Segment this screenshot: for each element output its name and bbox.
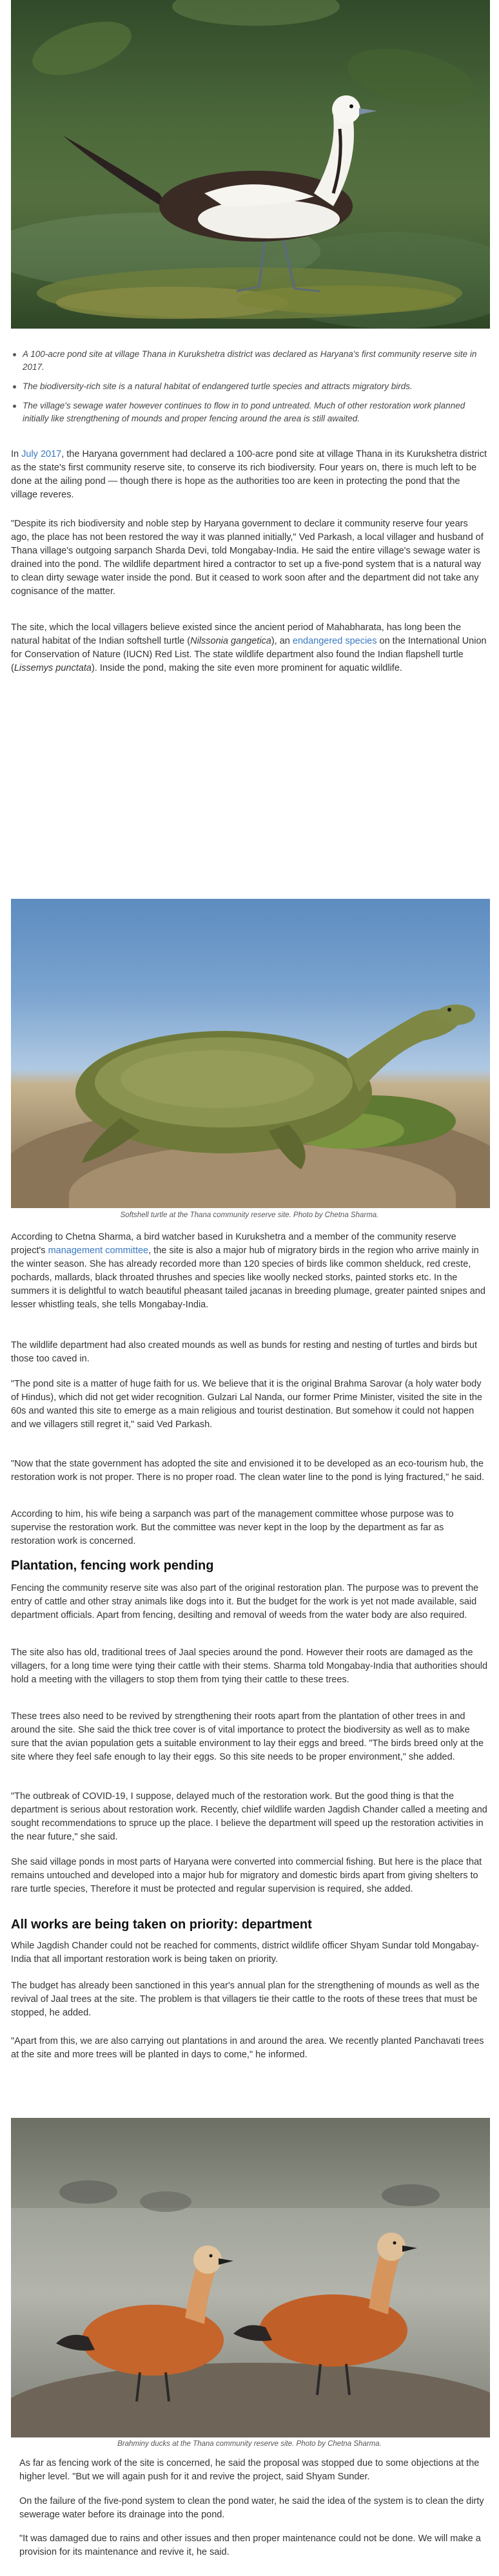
- management-committee-link[interactable]: management committee: [48, 1245, 149, 1256]
- paragraph-text: The site, which the local villagers believe existed since the ancient period of Mahabharata, has long been the natural habitat of the Indian softshell turtle (: [11, 622, 462, 646]
- paragraph-text: , the Haryana government had declared a 100-acre pond site at village Thana in its Kurukshetra district as the state's first community reserve site, to conserve its rich biodiversity. Four years on, there is much left to be done at the ailing pond — though there is hope as the authorities too are keen in protecting the pond that the village reveres.: [11, 449, 487, 500]
- hero-jacana-image: [11, 0, 490, 329]
- paragraph: [11, 621, 488, 675]
- summary-list: [11, 348, 488, 432]
- paragraph: [11, 1231, 488, 1312]
- endangered-species-link[interactable]: endangered species: [292, 636, 377, 646]
- paragraph: "It was damaged due to rains and other issues and then proper maintenance could not be done. We will make a provision for its maintenance and revive it, he said.: [19, 2533, 481, 2557]
- summary-item: The biodiversity-rich site is a natural habitat of endangered turtle species and attracts migratory birds.: [11, 380, 488, 393]
- july-2017-link[interactable]: July 2017: [21, 449, 62, 459]
- paragraph: The budget has already been sanctioned in this year's annual plan for the strengthening of mounds as well as the revival of Jaal trees at the site. The problem is that villagers tie their cattle to the roots of these trees that must be stopped, he added.: [11, 1981, 480, 2018]
- paragraph: While Jagdish Chander could not be reached for comments, district wildlife officer Shyam Sundar told Mongabay-India that all important restoration work is being taken on priority.: [11, 1941, 479, 1965]
- paragraph-text: ), an: [271, 636, 293, 646]
- paragraph: As far as fencing work of the site is concerned, he said the proposal was stopped due to some objections at the higher level. "But we will again push for it and revive the project, said Shyam Sunder.: [19, 2458, 480, 2482]
- paragraph: On the failure of the five-pond system to clean the pond water, he said the idea of the system is to clean the dirty sewerage water before its drainage into the pond.: [19, 2496, 484, 2520]
- paragraph-text: In: [11, 449, 22, 459]
- paragraph: [11, 448, 488, 502]
- species-name: Lissemys punctata: [14, 663, 92, 673]
- paragraph: The wildlife department had also created mounds as well as bunds for resting and nesting of turtles and birds but those too caved in.: [11, 1340, 477, 1364]
- paragraph: "Now that the state government has adopted the site and envisioned it to be developed as an eco-tourism hub, the restoration work is not proper. There is no proper road. The clean water line to the pond is lying fractured," he said.: [11, 1459, 485, 1483]
- summary-item: A 100-acre pond site at village Thana in Kurukshetra district was declared as Haryana's first community reserve site in 2017.: [11, 348, 488, 374]
- section-heading-plantation: Plantation, fencing work pending: [11, 1559, 214, 1573]
- paragraph: The site also has old, traditional trees of Jaal species around the pond. However their roots are damaged as the villagers, for a long time were tying their cattle with their stems. Sharma told Mongabay-India that authorities should hold a meeting with the villagers to stop them from tying their cattle to these trees.: [11, 1648, 488, 1685]
- paragraph: "The pond site is a matter of huge faith for us. We believe that it is the original Brahma Sarovar (a holy water body of Hindus), which did not get wider recognition. Gulzari Lal Nanda, our former Prime Minister, visited the site in the 60s and wanted this site to emerge as a main religious and tourist destination. But somehow it could not happen and we villagers still regret it," said Ved Parkash.: [11, 1379, 482, 1430]
- ducks-image-caption: Brahminy ducks at the Thana community reserve site. Photo by Chetna Sharma.: [117, 2440, 382, 2448]
- paragraph-text: , the site is also a major hub of migratory birds in the region who arrive mainly in the winter season. She has already recorded more than 120 species of birds like common shelduck, red creste, pochards, mallards, black throated thrushes and species like woolly necked storks, painted storks etc. In the summers it is delightful to watch beautiful pheasant tailed jacanas in breeding plumage, greater painted snipes and lesser whistling teals, she tells Mongabay-India.: [11, 1245, 485, 1310]
- paragraph: "Despite its rich biodiversity and noble step by Haryana government to declare it community reserve four years ago, the place has not been restored the way it was planned initially," Ved Parkash, a local villager and husband of Thana village's outgoing sarpanch Sharda Devi, told Mongabay-India. He said the entire village's sewage water is drained into the pond. The wildlife department hired a contractor to set up a five-pond system that is a natural way to clean dirty sewage water inside the pond. But it ceased to work soon after and the department did not take any cognisance of the matter.: [11, 519, 484, 597]
- paragraph: Fencing the community reserve site was also part of the original restoration plan. The purpose was to prevent the entry of cattle and other stray animals like dogs into it. But the budget for the work is yet not made available, said department officials. Apart from fencing, desilting and removal of weeds from the water body are also required.: [11, 1583, 479, 1620]
- paragraph-text: According to Chetna Sharma, a bird watcher based in Kurukshetra and a member of the community reserve project's: [11, 1232, 456, 1256]
- paragraph-text: ). Inside the pond, making the site even more prominent for aquatic wildlife.: [91, 663, 402, 673]
- paragraph: "The outbreak of COVID-19, I suppose, delayed much of the restoration work. But the good thing is that the department is serious about restoration work. Recently, chief wildlife warden Jagdish Chander called a meeting and sought recommendations to spruce up the place. I believe the department will speed up the restoration activities in the near future," she said.: [11, 1791, 487, 1842]
- brahminy-ducks-image: [11, 2118, 490, 2437]
- softshell-turtle-image: [11, 899, 490, 1208]
- paragraph: "Apart from this, we are also carrying out plantations in and around the area. We recently planted Panchavati trees at the site and more trees will be planted in days to come," he informed.: [11, 2036, 484, 2060]
- paragraph-text: on the International Union for Conservation of Nature (IUCN) Red List. The state wildlife department also found the Indian flapshell turtle (: [11, 636, 487, 673]
- paragraph: These trees also need to be revived by strengthening their roots apart from the plantation of other trees in and around the site. She said the thick tree cover is of vital importance to protect the biodiversity as well as to make sure that the avian population gets a suitable environment to lay their eggs and breed. "The birds breed only at the site where they feel safe enough to lay their eggs. So this site needs to be proper environment," she added.: [11, 1711, 484, 1762]
- section-heading-priority: All works are being taken on priority: department: [11, 1918, 312, 1932]
- paragraph: According to him, his wife being a sarpanch was part of the management committee whose purpose was to supervise the restoration work. But the committee was never kept in the loop by the department as far as restoration work is concerned.: [11, 1509, 454, 1546]
- turtle-image-caption: Softshell turtle at the Thana community reserve site. Photo by Chetna Sharma.: [120, 1211, 379, 1219]
- paragraph: She said village ponds in most parts of Haryana were converted into commercial fishing. But here is the place that remains untouched and developed into a major hub for migratory and domestic birds apart from giving shelters to rare turtle species, Therefore it must be protected and regular supervision is required, she added.: [11, 1857, 482, 1894]
- summary-item: The village's sewage water however continues to flow in to pond untreated. Much of other restoration work planned initially like strengthening of mounds and proper fencing around the area is still awaited.: [11, 399, 488, 425]
- species-name: Nilssonia gangetica: [190, 636, 271, 646]
